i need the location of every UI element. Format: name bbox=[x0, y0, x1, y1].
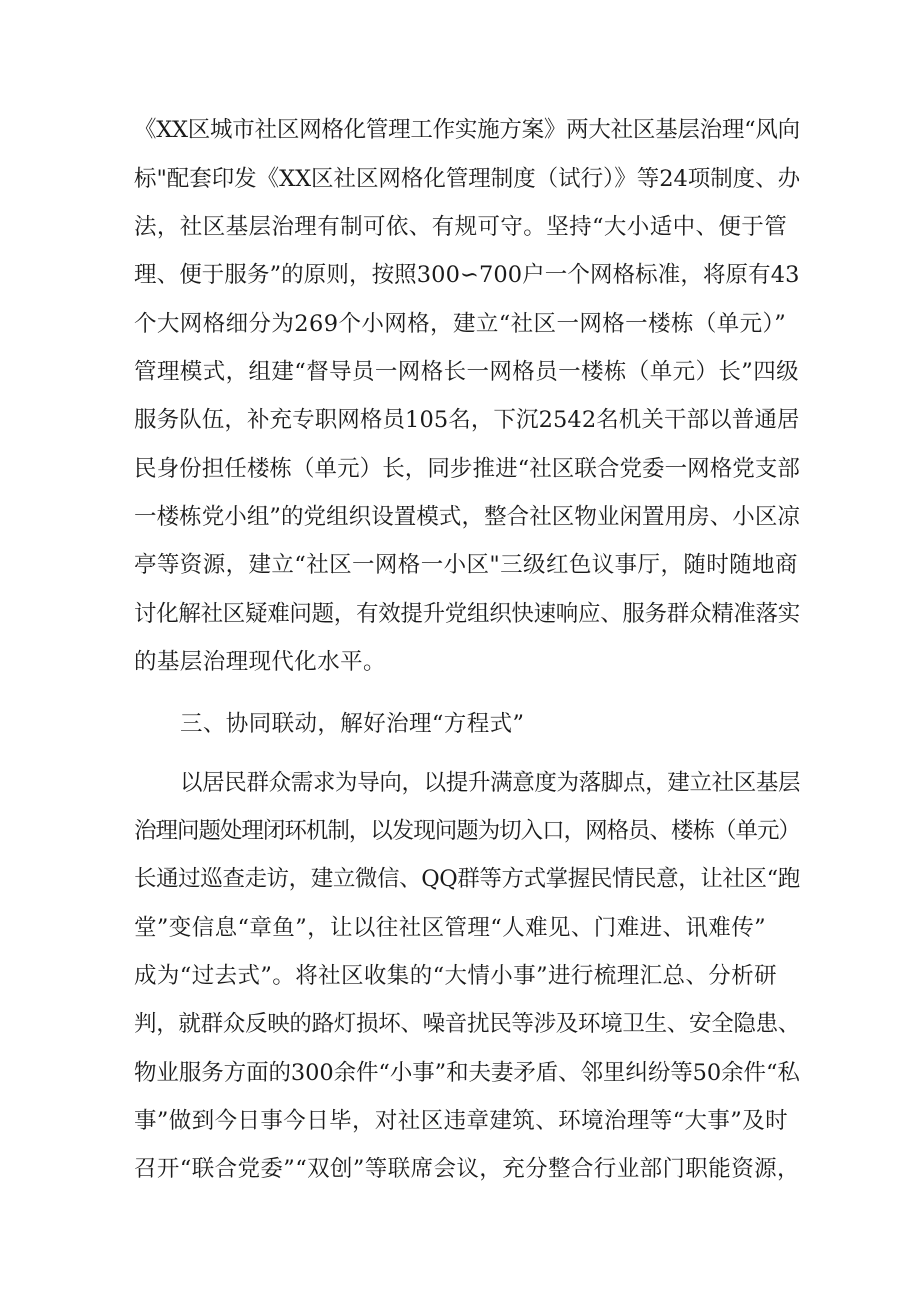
paragraph-line: 民身份担任楼栋（单元）长，同步推进“社区联合党委一网格党支部 bbox=[134, 456, 801, 482]
paragraph-line: 以居民群众需求为导向，以提升满意度为落脚点，建立社区基层 bbox=[180, 770, 801, 796]
paragraph-line: 法，社区基层治理有制可依、有规可守。坚持“大小适中、便于管 bbox=[134, 214, 788, 240]
paragraph-line: 成为“过去式”。将社区收集的“大情小事”进行梳理汇总、分析研 bbox=[134, 963, 778, 989]
paragraph-line: 一楼栋党小组”的党组织设置模式，整合社区物业闲置用房、小区凉 bbox=[134, 504, 801, 530]
paragraph-line: 事”做到今日事今日毕，对社区违章建筑、环境治理等“大事”及时 bbox=[134, 1108, 789, 1134]
paragraph-line: 亭等资源，建立“社区一网格一小区"三级红色议事厅，随时随地商 bbox=[134, 552, 798, 578]
paragraph-line: 物业服务方面的300余件“小事”和夫妻矛盾、邻里纠纷等50余件“私 bbox=[134, 1060, 800, 1086]
paragraph-line: 判，就群众反映的路灯损坏、噪音扰民等涉及环境卫生、安全隐患、 bbox=[134, 1011, 801, 1037]
paragraph-line: 治理问题处理闭环机制，以发现问题为切入口，网格员、楼栋（单元） bbox=[134, 818, 800, 844]
paragraph-line: 讨化解社区疑难问题，有效提升党组织快速响应、服务群众精准落实 bbox=[134, 601, 801, 627]
paragraph-line: 《XX区城市社区网格化管理工作实施方案》两大社区基层治理“风向 bbox=[134, 117, 800, 143]
paragraph-line: 理、便于服务”的原则，按照300∽700户一个网格标准，将原有43 bbox=[134, 262, 800, 288]
paragraph-line: 个大网格细分为269个小网格，建立“社区一网格一楼栋（单元）” bbox=[134, 311, 787, 337]
paragraph-line: 堂”变信息“章鱼”，让以往社区管理“人难见、门难进、讯难传” bbox=[134, 915, 767, 941]
paragraph-line: 管理模式，组建“督导员一网格长一网格员一楼栋（单元）长”四级 bbox=[134, 359, 800, 385]
section-heading: 三、协同联动，解好治理“方程式” bbox=[180, 711, 525, 737]
paragraph-line: 的基层治理现代化水平。 bbox=[134, 649, 386, 675]
paragraph-line: 标"配套印发《XX区社区网格化管理制度（试行）》等24项制度、办 bbox=[134, 166, 801, 192]
paragraph-line: 召开“联合党委”“双创”等联席会议，充分整合行业部门职能资源， bbox=[134, 1156, 800, 1182]
paragraph-line: 服务队伍，补充专职网格员105名，下沉2542名机关干部以普通居 bbox=[134, 407, 800, 433]
paragraph-line: 长通过巡查走访，建立微信、QQ群等方式掌握民情民意，让社区“跑 bbox=[134, 866, 800, 892]
